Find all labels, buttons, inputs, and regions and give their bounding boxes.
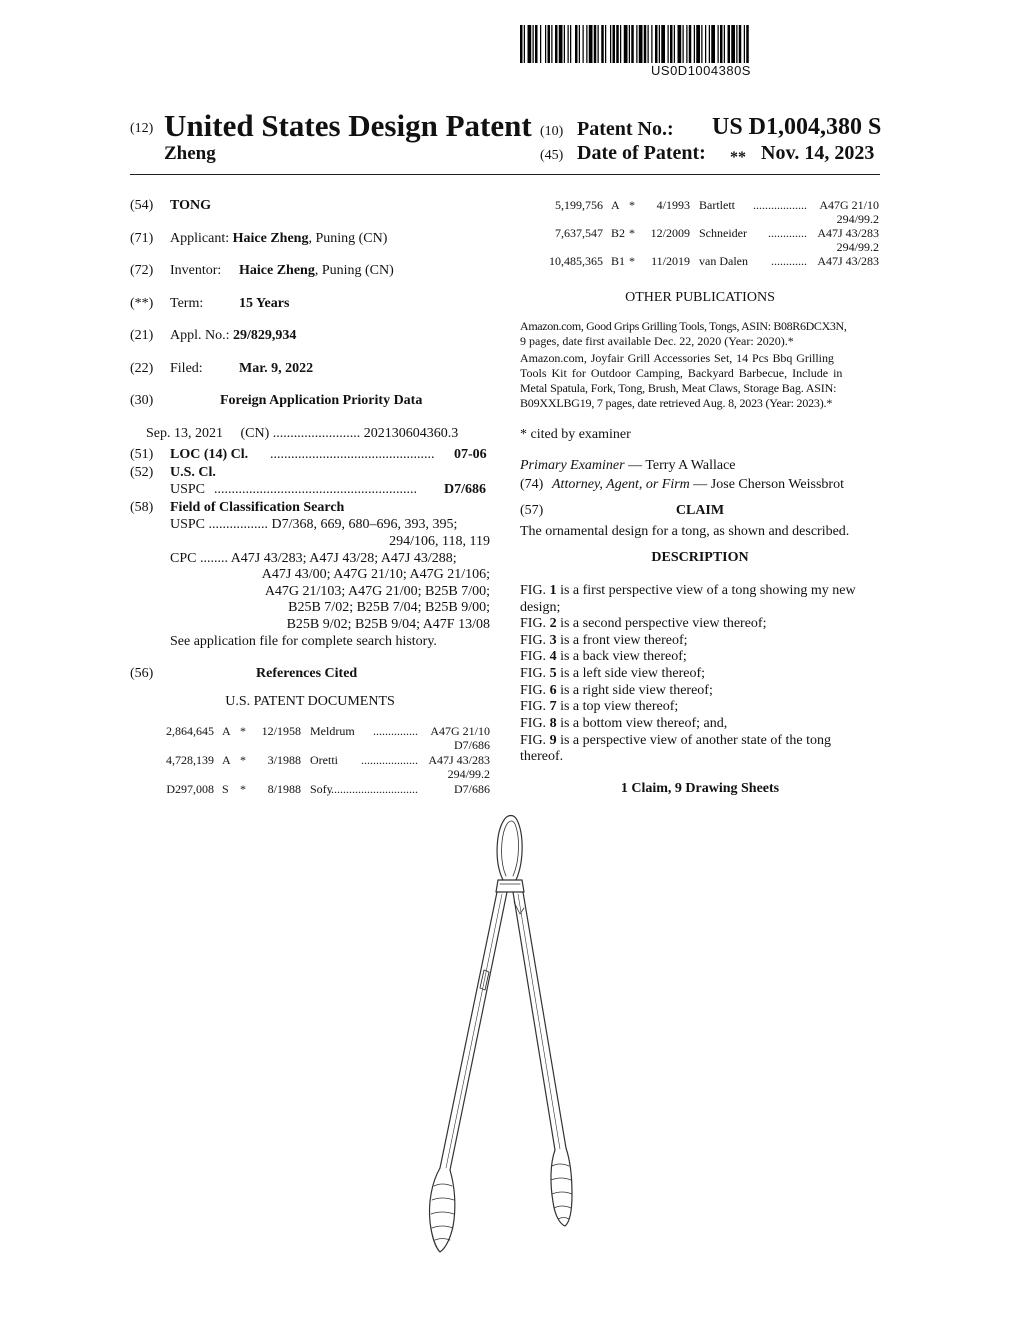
fig-number: 2 xyxy=(549,616,557,631)
fig-prefix: FIG. xyxy=(520,616,550,631)
field-51-dots: ............................................... xyxy=(270,447,435,462)
patent-no-label: Patent No.: xyxy=(577,118,674,140)
f58-cpc-line3: A47G 21/103; A47G 21/00; B25B 7/00; xyxy=(264,584,490,599)
barcode-bar xyxy=(661,25,665,63)
reference-dots: ............ xyxy=(771,254,807,268)
barcode-bar xyxy=(731,25,735,63)
barcode-bar xyxy=(674,25,675,63)
priority-data: Sep. 13, 2021 (CN) ......................... 202130604360.3 xyxy=(146,426,459,441)
field-21: (21) Appl. No.: 29/829,934 xyxy=(130,328,297,343)
fig-text: design; xyxy=(520,600,561,615)
reference-kind: B2 xyxy=(611,226,626,240)
barcode-bar xyxy=(668,25,669,63)
barcode-bar xyxy=(624,25,628,63)
figure-description xyxy=(520,633,688,649)
field-22: (22) Filed: Mar. 9, 2022 xyxy=(130,361,314,376)
field-72: (72) Inventor: Haice Zheng, Puning (CN) xyxy=(130,263,394,278)
date-of-patent: Nov. 14, 2023 xyxy=(761,142,875,164)
barcode-bar xyxy=(736,25,737,63)
barcode-bar xyxy=(651,25,652,63)
other-pub-2-line: Amazon.com, Joyfair Grill Accessories Set, 14 Pcs Bbq Grilling xyxy=(520,351,834,365)
barcode-bar xyxy=(639,25,643,63)
barcode-bar xyxy=(589,25,593,63)
reference-date: 12/1958 xyxy=(261,724,301,738)
figure-description xyxy=(520,616,766,632)
barcode-bar xyxy=(648,25,649,63)
barcode-bar xyxy=(594,25,597,63)
barcode-text: US0D1004380S xyxy=(651,63,751,78)
field-71: (71) Applicant: Haice Zheng, Puning (CN) xyxy=(130,231,388,246)
barcode-bar xyxy=(601,25,604,63)
reference-dots: ................... xyxy=(361,753,418,767)
reference-kind: B1 xyxy=(611,254,626,268)
fig-number: 5 xyxy=(549,666,557,681)
barcode-bar xyxy=(568,25,569,63)
fig-text: is a first perspective view of a tong showing my new xyxy=(556,583,856,598)
fig-text: is a top view thereof; xyxy=(556,699,679,714)
barcode-bar xyxy=(616,25,619,63)
field-58: (58) Field of Classification Search xyxy=(130,500,345,515)
barcode-bar xyxy=(545,25,546,63)
tong-left-head xyxy=(429,1168,454,1252)
barcode-bar xyxy=(535,25,538,63)
reference-class: A47J 43/283 xyxy=(428,753,490,767)
field-54: (54) TONG xyxy=(130,198,211,213)
barcode-bar xyxy=(689,25,692,63)
barcode-bar xyxy=(520,25,523,63)
field-51: (51) LOC (14) Cl. xyxy=(130,447,249,462)
reference-class: A47J 43/283 xyxy=(817,254,879,268)
tong-loop-inner xyxy=(502,821,519,876)
other-pub-1-line: 9 pages, date first available Dec. 22, 2020 (Year: 2020).* xyxy=(520,334,794,348)
reference-class: A47J 43/283 xyxy=(817,226,879,240)
barcode-bar xyxy=(559,25,563,63)
fig-prefix: FIG. xyxy=(520,633,550,648)
barcode-bar xyxy=(744,25,745,63)
barcode-bar xyxy=(718,25,719,63)
tong-drawing xyxy=(410,810,600,1260)
description-title: DESCRIPTION xyxy=(651,550,749,565)
reference-subclass: D7/686 xyxy=(454,738,490,752)
barcode-bar xyxy=(724,25,725,63)
barcode-bar xyxy=(709,25,710,63)
fig-prefix: FIG. xyxy=(520,733,550,748)
f58-cpc-line2: A47J 43/00; A47G 21/10; A47G 21/106; xyxy=(261,567,490,582)
fig-prefix: FIG. xyxy=(520,699,550,714)
barcode-bar xyxy=(636,25,637,63)
barcode-bar xyxy=(694,25,695,63)
primary-examiner: Primary Examiner — Terry A Wallace xyxy=(520,458,736,473)
barcode-bar xyxy=(620,25,621,63)
barcode-bar xyxy=(670,25,673,63)
barcode-bar xyxy=(540,25,541,63)
fig-number: 9 xyxy=(549,733,557,748)
tong-right-head xyxy=(551,1148,572,1226)
barcode-bar xyxy=(555,25,558,63)
barcode-bar xyxy=(579,25,580,63)
fig-number: 6 xyxy=(549,683,557,698)
fig-text: is a bottom view thereof; and, xyxy=(556,716,728,731)
figure-description xyxy=(520,666,705,682)
date-of-patent-label: Date of Patent: xyxy=(577,142,706,164)
figure-description xyxy=(520,583,856,599)
barcode-bar xyxy=(629,25,630,63)
tong-left-arm-ridge xyxy=(446,894,502,1168)
code-10: (10) xyxy=(540,124,564,139)
tong-left-head-scallops xyxy=(431,1184,454,1240)
fig-text: is a back view thereof; xyxy=(556,649,687,664)
barcode-bar xyxy=(524,25,525,63)
reference-date: 4/1993 xyxy=(656,198,690,212)
barcode-bar xyxy=(739,25,742,63)
other-publication-1 xyxy=(520,319,880,349)
code-12: (12) xyxy=(130,121,154,136)
reference-name: Bartlett xyxy=(699,198,735,212)
fig-prefix: FIG. xyxy=(520,683,550,698)
barcode-bar xyxy=(533,25,534,63)
f58-cpc-line5: B25B 9/02; B25B 9/04; A47F 13/08 xyxy=(286,617,490,632)
barcode-bar xyxy=(705,25,706,63)
us-patent-documents-title: U.S. PATENT DOCUMENTS xyxy=(225,694,395,709)
fig-number: 7 xyxy=(549,699,557,714)
inventor-surname: Zheng xyxy=(164,143,216,164)
other-pub-2-line: B09XXLBG19, 7 pages, date retrieved Aug. 8, 2023 (Year: 2023).* xyxy=(520,396,833,410)
code-57: (57) xyxy=(520,503,544,518)
barcode-image xyxy=(520,25,882,63)
uspc-value: D7/686 xyxy=(444,482,486,497)
reference-dots: ............. xyxy=(768,226,807,240)
reference-name: Oretti xyxy=(310,753,338,767)
reference-name: Schneider xyxy=(699,226,747,240)
reference-subclass: 294/99.2 xyxy=(836,212,879,226)
barcode-bar xyxy=(678,25,682,63)
other-pub-1-line: Amazon.com, Good Grips Grilling Tools, Tongs, ASIN: B08R6DCX3N, xyxy=(520,319,847,333)
tong-right-arm-inner xyxy=(513,892,555,1150)
figure-description xyxy=(520,699,678,715)
reference-date: 12/2009 xyxy=(650,226,690,240)
fig-text: is a left side view thereof; xyxy=(556,666,706,681)
barcode-bar xyxy=(528,25,532,63)
figure-description xyxy=(520,716,727,732)
fig-prefix: FIG. xyxy=(520,583,550,598)
claim-title: CLAIM xyxy=(675,503,725,518)
f58-note: See application file for complete search history. xyxy=(170,634,437,649)
other-publication-2 xyxy=(520,351,880,411)
barcode-bar xyxy=(701,25,702,63)
barcode-bar xyxy=(683,25,684,63)
reference-class: A47G 21/10 xyxy=(819,198,879,212)
f58-cpc-line1: CPC ........ A47J 43/283; A47J 43/28; A47J 43/288; xyxy=(170,551,457,566)
date-mark: ** xyxy=(730,149,746,166)
reference-dots: ............... xyxy=(373,724,418,738)
cited-by-examiner: * cited by examiner xyxy=(520,427,631,442)
other-publications-title: OTHER PUBLICATIONS xyxy=(625,290,775,305)
reference-kind: A xyxy=(611,198,620,212)
f58-uspc-line2: 294/106, 118, 119 xyxy=(389,534,490,549)
claim-text: The ornamental design for a tong, as shown and described. xyxy=(520,524,850,539)
fig-text: is a front view thereof; xyxy=(556,633,688,648)
reference-class: D7/686 xyxy=(454,782,490,796)
barcode-bar xyxy=(570,25,571,63)
other-pub-2-line: Metal Spatula, Fork, Tong, Brush, Meat Claws, Storage Bag. ASIN: xyxy=(520,381,837,395)
reference-date: 8/1988 xyxy=(267,782,301,796)
attorney: (74) Attorney, Agent, or Firm — Jose Cherson Weissbrot xyxy=(520,477,844,492)
barcode-bar xyxy=(686,25,687,63)
reference-kind: S xyxy=(222,782,229,796)
fig-number: 8 xyxy=(549,716,557,731)
field-56: (56) References Cited xyxy=(130,666,358,681)
reference-number: 5,199,756 xyxy=(555,198,603,212)
reference-name: Meldrum xyxy=(310,724,355,738)
barcode-bar xyxy=(605,25,606,63)
reference-number: 10,485,365 xyxy=(549,254,603,268)
barcode-bar xyxy=(631,25,634,63)
field-51-value: 07-06 xyxy=(454,447,487,462)
fig-text: is a right side view thereof; xyxy=(556,683,713,698)
barcode-bar xyxy=(711,25,715,63)
reference-subclass: 294/99.2 xyxy=(836,240,879,254)
barcode-bar xyxy=(644,25,647,63)
uspc-label: USPC xyxy=(170,482,206,497)
figure-description xyxy=(520,749,563,765)
barcode-bar xyxy=(583,25,584,63)
tong-right-arm-outer xyxy=(523,892,566,1148)
barcode-bar xyxy=(548,25,551,63)
barcode-bar xyxy=(575,25,578,63)
patent-type-title: United States Design Patent xyxy=(164,108,532,143)
reference-star: * xyxy=(629,254,635,268)
tong-hinge xyxy=(496,880,524,892)
fig-number: 1 xyxy=(549,583,557,598)
reference-class: A47G 21/10 xyxy=(430,724,490,738)
uspc-dots: .......................................................... xyxy=(214,482,417,497)
fig-prefix: FIG. xyxy=(520,649,550,664)
field-term: (**) Term: 15 Years xyxy=(130,296,290,311)
reference-number: 4,728,139 xyxy=(166,753,214,767)
barcode-bar xyxy=(564,25,565,63)
barcode-bar xyxy=(659,25,660,63)
barcode-bar xyxy=(720,25,723,63)
field-30: (30) Foreign Application Priority Data xyxy=(130,393,423,408)
fig-number: 4 xyxy=(549,649,557,664)
reference-kind: A xyxy=(222,724,231,738)
header-divider xyxy=(130,174,880,175)
tong-right-arm-ridge xyxy=(518,894,560,1149)
reference-name: Sofy xyxy=(310,782,333,796)
figure-description xyxy=(520,600,560,616)
fig-number: 3 xyxy=(549,633,557,648)
field-52: (52) U.S. Cl. xyxy=(130,465,216,480)
reference-name: van Dalen xyxy=(699,254,748,268)
figure-description xyxy=(520,683,713,699)
tong-left-arm-inner xyxy=(450,892,507,1170)
patent-number: US D1,004,380 S xyxy=(712,114,882,140)
reference-date: 11/2019 xyxy=(651,254,690,268)
reference-star: * xyxy=(629,226,635,240)
barcode-bar xyxy=(586,25,587,63)
reference-date: 3/1988 xyxy=(267,753,301,767)
barcode-bar xyxy=(613,25,616,63)
reference-number: 7,637,547 xyxy=(555,226,603,240)
fig-text: is a perspective view of another state of the tong xyxy=(556,733,832,748)
reference-dots: .................. xyxy=(753,198,807,212)
fig-text: thereof. xyxy=(520,749,564,764)
code-45: (45) xyxy=(540,148,564,163)
fig-text: is a second perspective view thereof; xyxy=(556,616,767,631)
barcode-bar xyxy=(551,25,552,63)
claims-sheets: 1 Claim, 9 Drawing Sheets xyxy=(620,781,780,796)
reference-star: * xyxy=(240,753,246,767)
tong-left-arm-outer xyxy=(440,892,497,1168)
barcode-bar xyxy=(696,25,700,63)
barcode-bar xyxy=(610,25,611,63)
other-pub-2-line: Tools Kit for Outdoor Camping, Backyard Barbecue, Include in xyxy=(520,366,843,380)
reference-number: D297,008 xyxy=(166,782,214,796)
reference-kind: A xyxy=(222,753,231,767)
barcode-bar xyxy=(598,25,599,63)
fig-prefix: FIG. xyxy=(520,716,550,731)
reference-star: * xyxy=(240,782,246,796)
reference-star: * xyxy=(629,198,635,212)
figure-description xyxy=(520,649,687,665)
barcode-bar xyxy=(746,25,749,63)
fig-prefix: FIG. xyxy=(520,666,550,681)
reference-number: 2,864,645 xyxy=(166,724,214,738)
figure-description xyxy=(520,733,831,749)
reference-dots: .............................. xyxy=(328,782,418,796)
barcode-bar xyxy=(655,25,658,63)
reference-star: * xyxy=(240,724,246,738)
reference-subclass: 294/99.2 xyxy=(447,767,490,781)
barcode-bar xyxy=(728,25,731,63)
f58-cpc-line4: B25B 7/02; B25B 7/04; B25B 9/00; xyxy=(288,600,490,615)
f58-uspc-line1: USPC ................. D7/368, 669, 680–696, 393, 395; xyxy=(170,517,458,532)
